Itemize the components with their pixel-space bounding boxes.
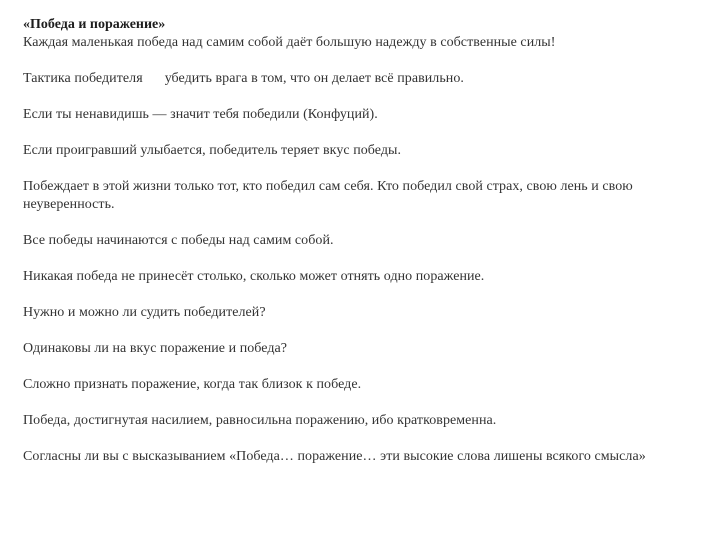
quote-item: Все победы начинаются с победы над самим собой. (23, 233, 334, 248)
quote-item: Если проигравший улыбается, победитель теряет вкус победы. (23, 143, 402, 158)
document-title: «Победа и поражение» (23, 17, 166, 32)
quote-item: Побеждает в этой жизни только тот, кто победил сам себя. Кто победил свой страх, свою лень и свою неуверенность. (23, 179, 633, 212)
document-body (23, 16, 698, 466)
quote-item: Каждая маленькая победа над самим собой даёт большую надежду в собственные силы! (23, 35, 556, 50)
quote-part-lead: Тактика победителя (23, 71, 143, 86)
quote-item: Сложно признать поражение, когда так близок к победе. (23, 377, 362, 392)
quote-item: Одинаковы ли на вкус поражение и победа? (23, 341, 288, 356)
quote-item: Нужно и можно ли судить победителей? (23, 305, 266, 320)
quote-item: Никакая победа не принесёт столько, сколько может отнять одно поражение. (23, 269, 485, 284)
quote-item: Если ты ненавидишь — значит тебя победили (Конфуций). (23, 107, 378, 122)
quote-item: Победа, достигнутая насилием, равносильна поражению, ибо кратковременна. (23, 413, 497, 428)
quote-part-rest: убедить врага в том, что он делает всё правильно. (164, 71, 464, 86)
quote-item-tactic (23, 70, 698, 88)
quote-item: Согласны ли вы с высказыванием «Победа… поражение… эти высокие слова лишены всякого смысла» (23, 449, 646, 464)
